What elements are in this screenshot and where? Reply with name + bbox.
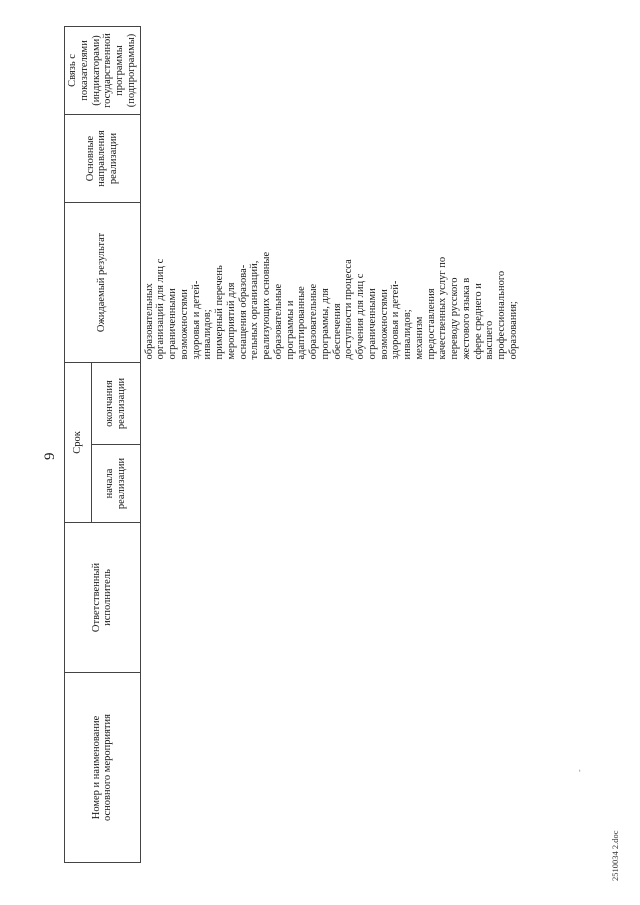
result-line: примерный перечень	[214, 265, 225, 360]
header-measure: Номер и наименование основного мероприятия	[65, 673, 141, 863]
result-line: возможностями	[378, 289, 390, 360]
result-line: образовательные	[272, 283, 284, 360]
result-line: адаптированные	[296, 286, 308, 360]
cell-end	[140, 362, 566, 444]
result-line: инвалидов;	[402, 309, 413, 360]
result-line: оснащения образова-	[237, 264, 249, 360]
cell-measure	[140, 673, 566, 863]
result-line: механизм	[413, 316, 425, 360]
result-line: обучения для лиц с	[355, 273, 366, 360]
result-line: качественных услуг по	[437, 256, 449, 360]
result-line: тельных организаций,	[249, 260, 261, 360]
header-link: Связь с показателями (индикаторами) государственной программы (подпрограммы)	[65, 26, 141, 114]
result-line: жестового языка в	[460, 277, 472, 360]
result-text	[144, 205, 520, 359]
header-start: начала реализации	[92, 445, 140, 523]
cell-result	[140, 202, 566, 362]
cell-directions	[140, 114, 566, 202]
result-line: программы, для	[319, 288, 331, 360]
cell-start	[140, 445, 566, 523]
page-number: 9	[42, 452, 58, 460]
result-line: профессионального	[496, 270, 507, 360]
cell-executor	[140, 523, 566, 673]
header-directions: Основные направления реализации	[65, 114, 141, 202]
result-line: образовательных	[143, 283, 155, 360]
result-line: здоровья и детей-	[390, 280, 402, 360]
result-line: возможностями	[178, 289, 190, 360]
result-line: образовательные	[308, 283, 319, 360]
result-line: сфере среднего и	[472, 283, 484, 360]
result-line: реализующих основные	[261, 251, 272, 360]
result-line: обеспечения	[331, 303, 343, 360]
result-line: доступности процесса	[343, 259, 355, 360]
result-line: здоровья и детей-	[190, 280, 202, 360]
header-executor: Ответственный исполнитель	[65, 523, 141, 673]
measures-table	[64, 26, 566, 863]
result-line: ограниченными	[366, 288, 378, 360]
document-code: 2510034 2.doc	[610, 830, 620, 881]
result-line: ограниченными	[167, 288, 178, 360]
result-line: программы и	[284, 300, 296, 360]
header-end: окончания реализации	[92, 362, 140, 444]
result-line: переводу русского	[449, 277, 460, 360]
result-line: инвалидов;	[202, 309, 214, 360]
result-line: образования;	[507, 301, 519, 360]
header-term: Срок	[65, 362, 92, 522]
result-line: предоставления	[425, 288, 437, 360]
result-line: мероприятий для	[225, 282, 237, 360]
cell-link	[140, 26, 566, 114]
header-result: Ожидаемый результат	[65, 202, 141, 362]
scan-speck: -	[575, 769, 584, 772]
result-line: высшего	[484, 320, 496, 360]
result-line: организаций для лиц с	[155, 258, 167, 360]
